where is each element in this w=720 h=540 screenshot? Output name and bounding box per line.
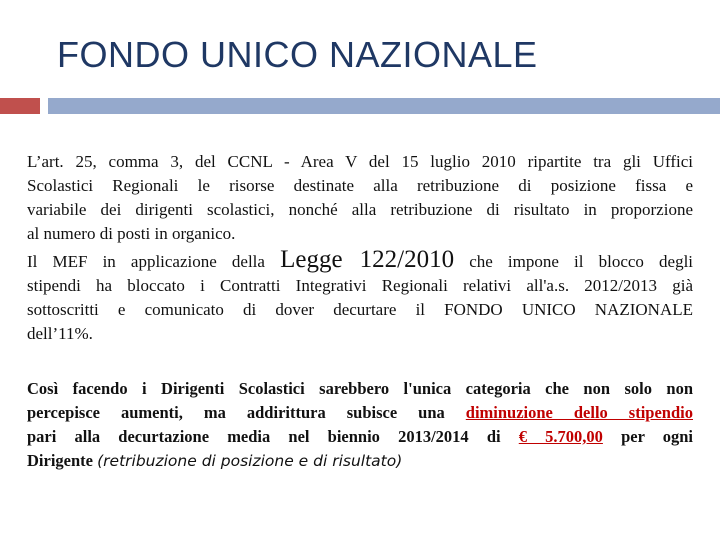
paragraph-line: stipendi ha bloccato i Contratti Integrativi Regionali relativi all'a.s. 2012/2013 già xyxy=(27,276,693,295)
text-segment: per ogni xyxy=(621,427,694,446)
amount-emphasis: € 5.700,00 xyxy=(518,427,603,446)
mef-text-continued: che impone il blocco degli xyxy=(469,252,694,271)
legge-reference: Legge 122/2010 xyxy=(280,246,455,273)
paragraph-line: dell’11%. xyxy=(27,324,93,343)
paragraph-line: L’art. 25, comma 3, del CCNL - Area V del 15 luglio 2010 ripartite tra gli Uffici xyxy=(27,152,693,171)
accent-bar-blue xyxy=(48,98,720,114)
paragraph-line-dirigente xyxy=(27,449,693,473)
paragraph-line: sottoscritti e comunicato di dover decurtare il FONDO UNICO NAZIONALE xyxy=(27,300,693,319)
retribuzione-note: (retribuzione di posizione e di risultato) xyxy=(97,452,403,470)
text-segment: pari alla decurtazione media nel biennio 2013/2014 di xyxy=(27,427,501,446)
paragraph-line-amount xyxy=(27,425,693,449)
text-segment: Dirigente xyxy=(27,451,93,470)
paragraph-line-legge xyxy=(27,246,693,274)
mef-text: Il MEF in applicazione della xyxy=(27,252,265,271)
paragraph-line-diminuzione xyxy=(27,401,693,425)
paragraph-conclusion xyxy=(27,377,693,473)
accent-bar-red xyxy=(0,98,40,114)
paragraph-line: Così facendo i Dirigenti Scolastici sarebbero l'unica categoria che non solo non xyxy=(27,379,693,398)
paragraph-line: al numero di posti in organico. xyxy=(27,224,236,243)
diminuzione-emphasis: diminuzione dello stipendio xyxy=(465,403,693,422)
page-title: FONDO UNICO NAZIONALE xyxy=(57,34,538,75)
text-segment: percepisce aumenti, ma addirittura subisce una xyxy=(27,403,445,422)
paragraph-line: variabile dei dirigenti scolastici, nonché alla retribuzione di risultato in proporzione xyxy=(27,200,693,219)
paragraph-ccnl xyxy=(27,150,693,346)
paragraph-line: Scolastici Regionali le risorse destinate alla retribuzione di posizione fissa e xyxy=(27,176,693,195)
